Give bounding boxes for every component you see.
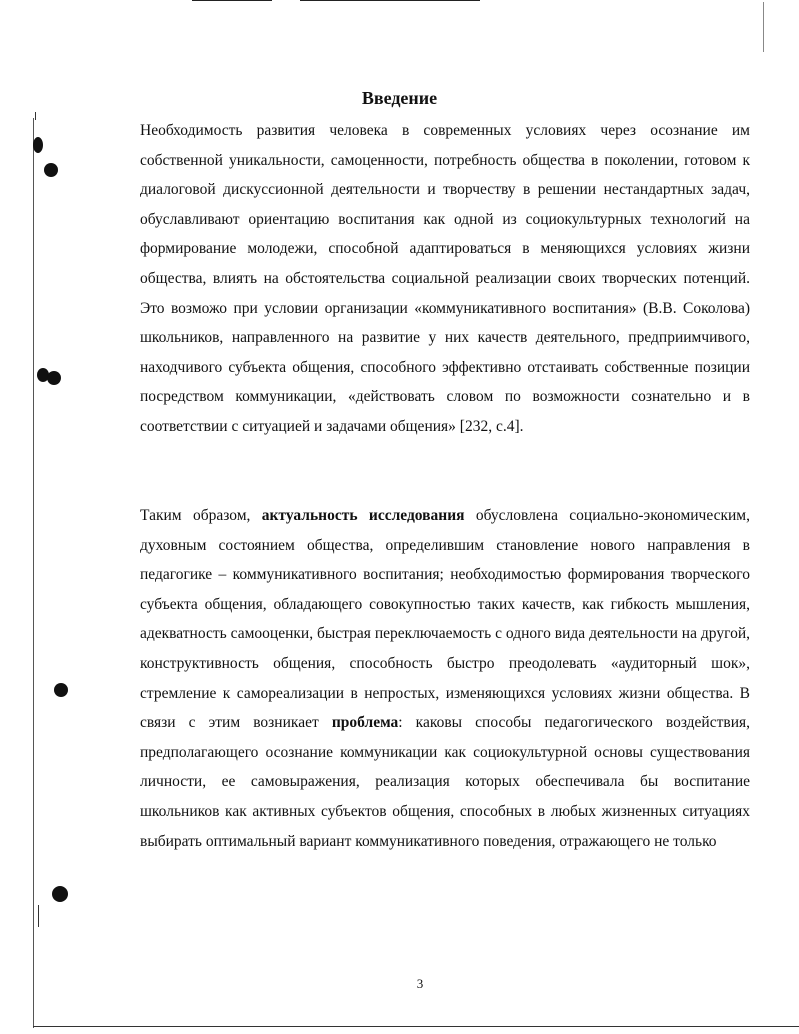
binding-hole-5 <box>54 683 68 697</box>
term-relevance: актуальность исследования <box>261 507 465 524</box>
page-number: 3 <box>416 976 424 991</box>
binding-hole-2 <box>44 163 58 177</box>
paragraph-2 <box>116 501 750 856</box>
binding-hole-4 <box>47 371 61 385</box>
top-scan-line-left <box>192 0 272 1</box>
page-title: Введение <box>361 88 438 108</box>
term-problem: проблема <box>331 714 399 732</box>
paragraph-2-mid: обусловлена социально-экономическим, духовным состоянием общества, определившим становление нового направления в педагогике – коммуникативного воспитания; необходимостью формирования творческого субъекта общения, обладающего совокупностью таких качеств, как гибкость мышления, адекватность самооценки, быстрая переключаемость с одного вида деятельности на другой, конструктивность общения, способность быстро преодолевать «аудиторный шок», стремление к самореализации в непростых, изменяющихся условиях жизни общества. В связи с этим возникает <box>140 507 750 732</box>
paragraph-2-end: : каковы способы педагогического воздействия, предполагающего осознание коммуникации как социокультурной основы существования личности, ее самовыражения, реализация которых обеспечивала бы воспитание школьников как активных субъектов общения, способных в любых жизненных ситуациях выбирать оптимальный вариант коммуникативного поведения, отражающего не только <box>140 714 750 850</box>
margin-mark <box>38 905 39 927</box>
paragraph-2-start: Таким образом, <box>140 507 262 524</box>
top-scan-line-right <box>300 0 480 1</box>
bottom-edge-line <box>33 1026 799 1027</box>
paragraph-1: Необходимость развития человека в современных условиях через осознание им собственной уникальности, самоценности, потребность общества в поколении, готовом к диалоговой дискуссионной деятельности и творчеству в решении нестандартных задач, обуславливают ориентацию воспитания как одной из социокультурных технологий на формирование молодежи, способной адаптироваться в меняющихся условиях жизни общества, влиять на обстоятельства социальной реализации своих творческих потенций. Это возможо при условии организации «коммуникативного воспитания» (В.В. Соколова) школьников, направленного на развитие у них качеств деятельного, предприимчивого, находчивого субъекта общения, способного эффективно отстаивать собственные позиции посредством коммуникации, «действовать словом по возможности сознательно и в соответствии с ситуацией и задачами общения» [232, с.4]. <box>140 122 750 435</box>
left-margin-line <box>33 118 34 1028</box>
binding-hole-1 <box>33 137 43 153</box>
binding-hole-6 <box>52 886 68 902</box>
margin-mark-top <box>35 112 36 120</box>
right-edge-line <box>763 2 764 52</box>
